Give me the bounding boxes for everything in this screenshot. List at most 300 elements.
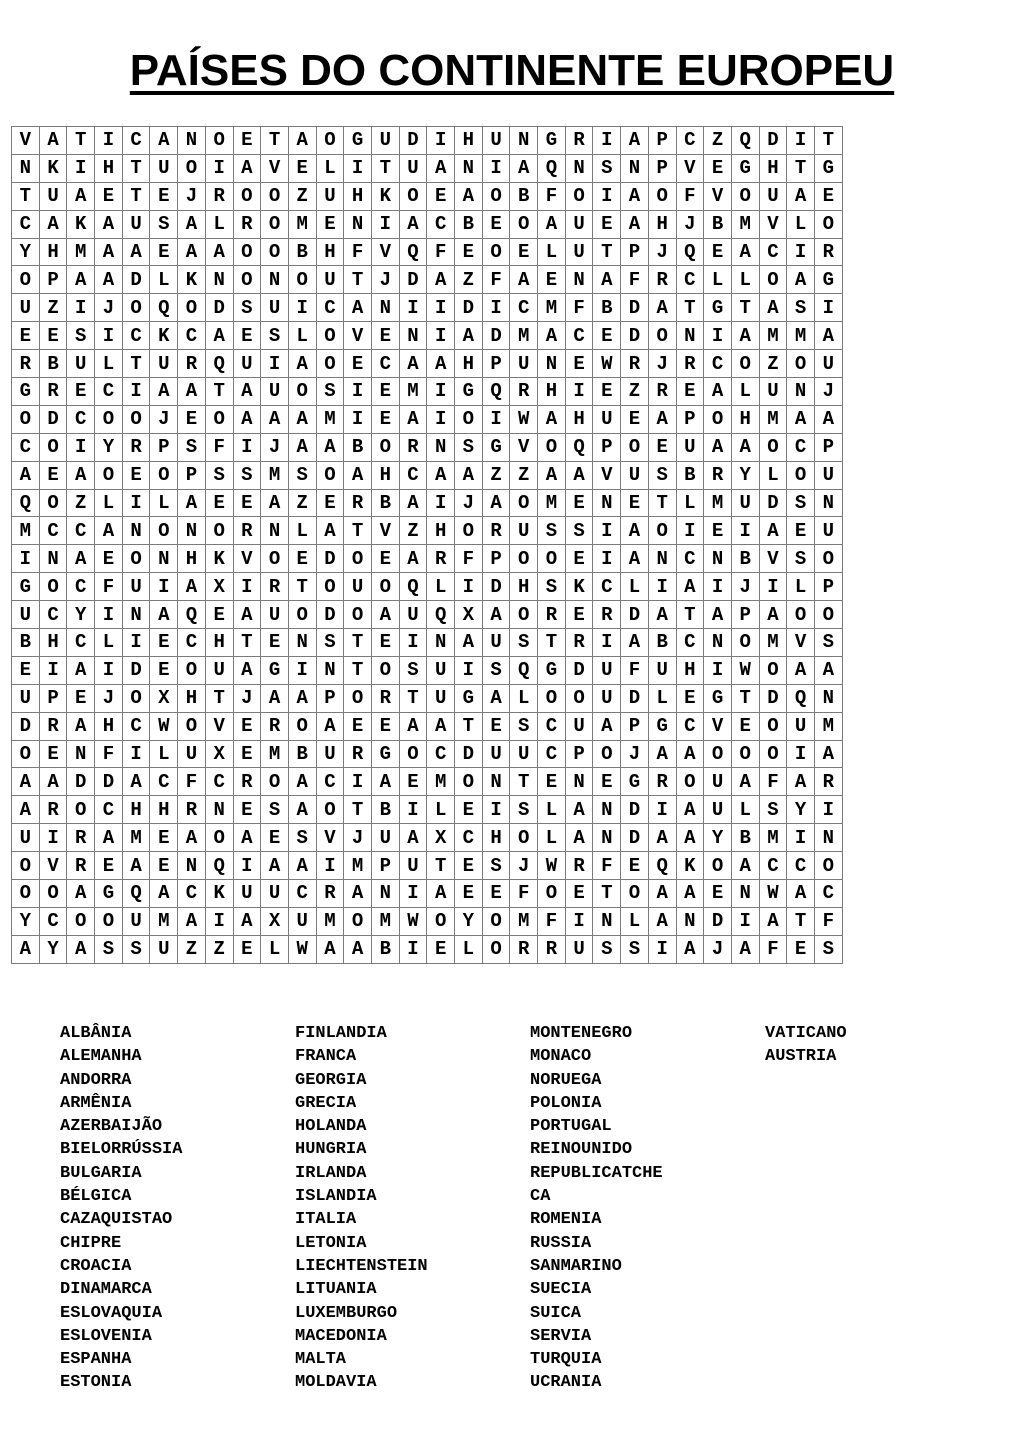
grid-cell[interactable]: R: [704, 461, 732, 489]
grid-cell[interactable]: T: [67, 127, 95, 155]
grid-cell[interactable]: O: [482, 935, 510, 963]
grid-cell[interactable]: T: [593, 238, 621, 266]
grid-cell[interactable]: S: [787, 545, 815, 573]
grid-cell[interactable]: S: [178, 433, 206, 461]
grid-cell[interactable]: T: [205, 684, 233, 712]
grid-cell[interactable]: T: [731, 294, 759, 322]
grid-cell[interactable]: D: [759, 489, 787, 517]
grid-cell[interactable]: E: [233, 712, 261, 740]
grid-cell[interactable]: N: [787, 378, 815, 406]
grid-cell[interactable]: A: [39, 127, 67, 155]
grid-cell[interactable]: O: [648, 322, 676, 350]
grid-cell[interactable]: I: [787, 127, 815, 155]
grid-cell[interactable]: S: [648, 461, 676, 489]
grid-cell[interactable]: H: [455, 127, 483, 155]
grid-cell[interactable]: O: [538, 433, 566, 461]
grid-cell[interactable]: A: [399, 545, 427, 573]
grid-cell[interactable]: Z: [482, 461, 510, 489]
grid-cell[interactable]: I: [759, 573, 787, 601]
grid-cell[interactable]: O: [178, 154, 206, 182]
grid-cell[interactable]: I: [399, 629, 427, 657]
grid-cell[interactable]: A: [399, 712, 427, 740]
grid-cell[interactable]: N: [178, 127, 206, 155]
grid-cell[interactable]: A: [288, 796, 316, 824]
grid-cell[interactable]: H: [482, 824, 510, 852]
grid-cell[interactable]: O: [731, 350, 759, 378]
grid-cell[interactable]: B: [731, 824, 759, 852]
grid-cell[interactable]: C: [95, 378, 123, 406]
grid-cell[interactable]: H: [731, 405, 759, 433]
grid-cell[interactable]: E: [565, 601, 593, 629]
grid-cell[interactable]: A: [787, 266, 815, 294]
grid-cell[interactable]: T: [676, 294, 704, 322]
grid-cell[interactable]: L: [759, 461, 787, 489]
grid-cell[interactable]: E: [704, 517, 732, 545]
grid-cell[interactable]: A: [205, 238, 233, 266]
grid-cell[interactable]: O: [593, 740, 621, 768]
grid-cell[interactable]: C: [288, 880, 316, 908]
grid-cell[interactable]: R: [39, 378, 67, 406]
grid-cell[interactable]: D: [39, 405, 67, 433]
grid-cell[interactable]: H: [538, 378, 566, 406]
grid-cell[interactable]: A: [67, 712, 95, 740]
grid-cell[interactable]: L: [261, 935, 289, 963]
grid-cell[interactable]: O: [122, 684, 150, 712]
grid-cell[interactable]: I: [593, 127, 621, 155]
grid-cell[interactable]: O: [316, 322, 344, 350]
grid-cell[interactable]: U: [787, 712, 815, 740]
grid-cell[interactable]: J: [814, 378, 842, 406]
grid-cell[interactable]: R: [178, 350, 206, 378]
grid-cell[interactable]: T: [731, 684, 759, 712]
grid-cell[interactable]: A: [648, 824, 676, 852]
grid-cell[interactable]: N: [344, 210, 372, 238]
grid-cell[interactable]: C: [565, 322, 593, 350]
grid-cell[interactable]: J: [510, 852, 538, 880]
grid-cell[interactable]: S: [233, 294, 261, 322]
grid-cell[interactable]: O: [731, 740, 759, 768]
grid-cell[interactable]: R: [648, 378, 676, 406]
grid-cell[interactable]: H: [205, 629, 233, 657]
grid-cell[interactable]: C: [67, 573, 95, 601]
grid-cell[interactable]: R: [565, 127, 593, 155]
grid-cell[interactable]: H: [95, 154, 123, 182]
grid-cell[interactable]: A: [261, 405, 289, 433]
grid-cell[interactable]: L: [150, 266, 178, 294]
grid-cell[interactable]: B: [344, 433, 372, 461]
grid-cell[interactable]: O: [178, 712, 206, 740]
grid-cell[interactable]: I: [814, 294, 842, 322]
grid-cell[interactable]: E: [704, 154, 732, 182]
grid-cell[interactable]: E: [399, 768, 427, 796]
grid-cell[interactable]: I: [399, 880, 427, 908]
grid-cell[interactable]: S: [316, 378, 344, 406]
grid-cell[interactable]: N: [593, 907, 621, 935]
grid-cell[interactable]: L: [95, 350, 123, 378]
grid-cell[interactable]: U: [814, 350, 842, 378]
grid-cell[interactable]: O: [538, 880, 566, 908]
grid-cell[interactable]: U: [731, 489, 759, 517]
grid-cell[interactable]: D: [621, 684, 649, 712]
grid-cell[interactable]: E: [150, 656, 178, 684]
grid-cell[interactable]: A: [621, 629, 649, 657]
grid-cell[interactable]: O: [344, 907, 372, 935]
grid-cell[interactable]: E: [593, 768, 621, 796]
grid-cell[interactable]: R: [427, 545, 455, 573]
grid-cell[interactable]: A: [288, 405, 316, 433]
grid-cell[interactable]: E: [455, 880, 483, 908]
grid-cell[interactable]: O: [316, 796, 344, 824]
grid-cell[interactable]: U: [621, 461, 649, 489]
grid-cell[interactable]: A: [538, 322, 566, 350]
grid-cell[interactable]: G: [455, 378, 483, 406]
grid-cell[interactable]: M: [399, 378, 427, 406]
grid-cell[interactable]: U: [427, 656, 455, 684]
grid-cell[interactable]: E: [814, 182, 842, 210]
grid-cell[interactable]: U: [261, 378, 289, 406]
grid-cell[interactable]: B: [288, 740, 316, 768]
grid-cell[interactable]: G: [648, 712, 676, 740]
grid-cell[interactable]: U: [399, 852, 427, 880]
grid-cell[interactable]: U: [233, 880, 261, 908]
grid-cell[interactable]: O: [12, 405, 40, 433]
grid-cell[interactable]: Q: [205, 350, 233, 378]
grid-cell[interactable]: A: [787, 656, 815, 684]
grid-cell[interactable]: O: [759, 740, 787, 768]
grid-cell[interactable]: A: [455, 182, 483, 210]
grid-cell[interactable]: Q: [399, 238, 427, 266]
grid-cell[interactable]: Y: [95, 433, 123, 461]
grid-cell[interactable]: S: [261, 796, 289, 824]
grid-cell[interactable]: Z: [759, 350, 787, 378]
grid-cell[interactable]: I: [95, 601, 123, 629]
grid-cell[interactable]: L: [704, 266, 732, 294]
grid-cell[interactable]: N: [427, 433, 455, 461]
grid-cell[interactable]: S: [482, 852, 510, 880]
grid-cell[interactable]: Q: [787, 684, 815, 712]
grid-cell[interactable]: E: [676, 684, 704, 712]
grid-cell[interactable]: I: [787, 238, 815, 266]
grid-cell[interactable]: A: [565, 824, 593, 852]
grid-cell[interactable]: D: [455, 740, 483, 768]
grid-cell[interactable]: I: [731, 517, 759, 545]
grid-cell[interactable]: M: [261, 740, 289, 768]
grid-cell[interactable]: O: [95, 461, 123, 489]
grid-cell[interactable]: L: [427, 573, 455, 601]
grid-cell[interactable]: Y: [787, 796, 815, 824]
grid-cell[interactable]: V: [371, 517, 399, 545]
grid-cell[interactable]: H: [427, 517, 455, 545]
grid-cell[interactable]: E: [455, 852, 483, 880]
grid-cell[interactable]: A: [122, 852, 150, 880]
grid-cell[interactable]: O: [344, 545, 372, 573]
grid-cell[interactable]: B: [510, 182, 538, 210]
grid-cell[interactable]: O: [344, 601, 372, 629]
grid-cell[interactable]: F: [538, 907, 566, 935]
grid-cell[interactable]: R: [565, 629, 593, 657]
grid-cell[interactable]: N: [814, 824, 842, 852]
grid-cell[interactable]: R: [344, 489, 372, 517]
grid-cell[interactable]: O: [565, 684, 593, 712]
grid-cell[interactable]: G: [731, 154, 759, 182]
grid-cell[interactable]: N: [621, 154, 649, 182]
grid-cell[interactable]: M: [759, 322, 787, 350]
grid-cell[interactable]: J: [150, 405, 178, 433]
grid-cell[interactable]: R: [205, 182, 233, 210]
grid-cell[interactable]: K: [205, 880, 233, 908]
grid-cell[interactable]: U: [150, 350, 178, 378]
grid-cell[interactable]: N: [67, 740, 95, 768]
grid-cell[interactable]: O: [205, 517, 233, 545]
grid-cell[interactable]: A: [288, 684, 316, 712]
grid-cell[interactable]: P: [482, 545, 510, 573]
grid-cell[interactable]: R: [814, 768, 842, 796]
grid-cell[interactable]: I: [95, 656, 123, 684]
grid-cell[interactable]: W: [399, 907, 427, 935]
grid-cell[interactable]: I: [455, 573, 483, 601]
grid-cell[interactable]: Q: [150, 294, 178, 322]
grid-cell[interactable]: O: [814, 545, 842, 573]
grid-cell[interactable]: O: [427, 907, 455, 935]
grid-cell[interactable]: M: [261, 461, 289, 489]
grid-cell[interactable]: C: [704, 350, 732, 378]
grid-cell[interactable]: C: [538, 740, 566, 768]
grid-cell[interactable]: B: [371, 489, 399, 517]
grid-cell[interactable]: S: [288, 824, 316, 852]
grid-cell[interactable]: A: [178, 573, 206, 601]
grid-cell[interactable]: O: [261, 545, 289, 573]
grid-cell[interactable]: E: [371, 712, 399, 740]
grid-cell[interactable]: R: [482, 517, 510, 545]
grid-cell[interactable]: I: [67, 154, 95, 182]
grid-cell[interactable]: N: [510, 127, 538, 155]
grid-cell[interactable]: H: [676, 656, 704, 684]
grid-cell[interactable]: I: [648, 796, 676, 824]
grid-cell[interactable]: N: [565, 768, 593, 796]
grid-cell[interactable]: A: [427, 154, 455, 182]
grid-cell[interactable]: H: [150, 796, 178, 824]
grid-cell[interactable]: P: [621, 712, 649, 740]
grid-cell[interactable]: I: [39, 824, 67, 852]
grid-cell[interactable]: S: [787, 294, 815, 322]
grid-cell[interactable]: T: [371, 154, 399, 182]
grid-cell[interactable]: M: [344, 852, 372, 880]
grid-cell[interactable]: O: [39, 489, 67, 517]
grid-cell[interactable]: S: [510, 796, 538, 824]
grid-cell[interactable]: L: [288, 322, 316, 350]
grid-cell[interactable]: M: [704, 489, 732, 517]
grid-cell[interactable]: M: [787, 322, 815, 350]
grid-cell[interactable]: A: [648, 405, 676, 433]
grid-cell[interactable]: C: [178, 322, 206, 350]
grid-cell[interactable]: O: [621, 880, 649, 908]
grid-cell[interactable]: O: [261, 238, 289, 266]
grid-cell[interactable]: E: [95, 182, 123, 210]
grid-cell[interactable]: I: [288, 294, 316, 322]
grid-cell[interactable]: I: [593, 517, 621, 545]
grid-cell[interactable]: L: [288, 517, 316, 545]
grid-cell[interactable]: A: [427, 880, 455, 908]
grid-cell[interactable]: V: [704, 712, 732, 740]
grid-cell[interactable]: Z: [39, 294, 67, 322]
grid-cell[interactable]: E: [344, 712, 372, 740]
grid-cell[interactable]: B: [704, 210, 732, 238]
grid-cell[interactable]: E: [150, 182, 178, 210]
grid-cell[interactable]: O: [371, 573, 399, 601]
grid-cell[interactable]: E: [233, 489, 261, 517]
grid-cell[interactable]: E: [371, 405, 399, 433]
grid-cell[interactable]: N: [371, 294, 399, 322]
grid-cell[interactable]: E: [510, 238, 538, 266]
grid-cell[interactable]: N: [704, 545, 732, 573]
grid-cell[interactable]: P: [731, 601, 759, 629]
grid-cell[interactable]: P: [150, 433, 178, 461]
grid-cell[interactable]: C: [316, 768, 344, 796]
grid-cell[interactable]: H: [344, 182, 372, 210]
grid-cell[interactable]: Y: [12, 907, 40, 935]
grid-cell[interactable]: A: [399, 489, 427, 517]
grid-cell[interactable]: T: [205, 378, 233, 406]
grid-cell[interactable]: O: [787, 601, 815, 629]
grid-cell[interactable]: A: [538, 461, 566, 489]
grid-cell[interactable]: L: [787, 573, 815, 601]
grid-cell[interactable]: D: [621, 796, 649, 824]
grid-cell[interactable]: L: [731, 266, 759, 294]
grid-cell[interactable]: L: [510, 684, 538, 712]
grid-cell[interactable]: A: [676, 935, 704, 963]
grid-cell[interactable]: N: [205, 796, 233, 824]
grid-cell[interactable]: A: [427, 712, 455, 740]
grid-cell[interactable]: U: [593, 684, 621, 712]
grid-cell[interactable]: N: [122, 601, 150, 629]
grid-cell[interactable]: U: [12, 601, 40, 629]
grid-cell[interactable]: Q: [676, 238, 704, 266]
grid-cell[interactable]: A: [510, 266, 538, 294]
grid-cell[interactable]: U: [205, 656, 233, 684]
grid-cell[interactable]: S: [67, 322, 95, 350]
grid-cell[interactable]: N: [731, 880, 759, 908]
grid-cell[interactable]: G: [261, 656, 289, 684]
grid-cell[interactable]: U: [288, 907, 316, 935]
grid-cell[interactable]: A: [95, 238, 123, 266]
grid-cell[interactable]: R: [510, 935, 538, 963]
grid-cell[interactable]: A: [731, 433, 759, 461]
grid-cell[interactable]: E: [621, 852, 649, 880]
grid-cell[interactable]: P: [648, 127, 676, 155]
grid-cell[interactable]: E: [261, 824, 289, 852]
grid-cell[interactable]: A: [427, 461, 455, 489]
grid-cell[interactable]: T: [510, 768, 538, 796]
grid-cell[interactable]: E: [150, 852, 178, 880]
grid-cell[interactable]: C: [676, 629, 704, 657]
grid-cell[interactable]: N: [178, 517, 206, 545]
grid-cell[interactable]: E: [565, 880, 593, 908]
grid-cell[interactable]: F: [621, 266, 649, 294]
grid-cell[interactable]: L: [538, 824, 566, 852]
grid-cell[interactable]: U: [704, 768, 732, 796]
grid-cell[interactable]: I: [39, 656, 67, 684]
grid-cell[interactable]: S: [510, 629, 538, 657]
grid-cell[interactable]: A: [455, 322, 483, 350]
grid-cell[interactable]: O: [482, 907, 510, 935]
grid-cell[interactable]: M: [538, 294, 566, 322]
grid-cell[interactable]: W: [510, 405, 538, 433]
grid-cell[interactable]: H: [565, 405, 593, 433]
grid-cell[interactable]: E: [565, 545, 593, 573]
grid-cell[interactable]: A: [67, 935, 95, 963]
grid-cell[interactable]: U: [510, 517, 538, 545]
grid-cell[interactable]: B: [288, 238, 316, 266]
grid-cell[interactable]: A: [676, 824, 704, 852]
grid-cell[interactable]: E: [122, 461, 150, 489]
grid-cell[interactable]: A: [95, 824, 123, 852]
grid-cell[interactable]: A: [399, 350, 427, 378]
grid-cell[interactable]: C: [205, 768, 233, 796]
grid-cell[interactable]: E: [455, 796, 483, 824]
grid-cell[interactable]: O: [399, 182, 427, 210]
grid-cell[interactable]: O: [261, 210, 289, 238]
grid-cell[interactable]: S: [316, 629, 344, 657]
grid-cell[interactable]: C: [122, 712, 150, 740]
grid-cell[interactable]: D: [316, 545, 344, 573]
grid-cell[interactable]: K: [67, 210, 95, 238]
grid-cell[interactable]: I: [67, 433, 95, 461]
grid-cell[interactable]: E: [150, 629, 178, 657]
grid-cell[interactable]: C: [67, 629, 95, 657]
grid-cell[interactable]: R: [399, 433, 427, 461]
grid-cell[interactable]: F: [538, 182, 566, 210]
grid-cell[interactable]: R: [178, 796, 206, 824]
grid-cell[interactable]: A: [12, 796, 40, 824]
grid-cell[interactable]: E: [178, 405, 206, 433]
grid-cell[interactable]: L: [538, 796, 566, 824]
grid-cell[interactable]: A: [233, 907, 261, 935]
grid-cell[interactable]: U: [510, 350, 538, 378]
grid-cell[interactable]: W: [150, 712, 178, 740]
grid-cell[interactable]: A: [67, 880, 95, 908]
grid-cell[interactable]: E: [288, 154, 316, 182]
grid-cell[interactable]: M: [759, 405, 787, 433]
grid-cell[interactable]: Z: [288, 489, 316, 517]
grid-cell[interactable]: C: [427, 210, 455, 238]
grid-cell[interactable]: Z: [399, 517, 427, 545]
grid-cell[interactable]: H: [648, 210, 676, 238]
grid-cell[interactable]: A: [399, 210, 427, 238]
grid-cell[interactable]: M: [731, 210, 759, 238]
grid-cell[interactable]: S: [233, 461, 261, 489]
grid-cell[interactable]: E: [371, 629, 399, 657]
grid-cell[interactable]: O: [95, 907, 123, 935]
grid-cell[interactable]: N: [704, 629, 732, 657]
grid-cell[interactable]: A: [814, 322, 842, 350]
grid-cell[interactable]: T: [344, 656, 372, 684]
grid-cell[interactable]: O: [288, 601, 316, 629]
grid-cell[interactable]: G: [344, 127, 372, 155]
grid-cell[interactable]: D: [482, 573, 510, 601]
grid-cell[interactable]: N: [538, 350, 566, 378]
grid-cell[interactable]: O: [12, 740, 40, 768]
grid-cell[interactable]: S: [759, 796, 787, 824]
grid-cell[interactable]: E: [565, 350, 593, 378]
grid-cell[interactable]: E: [676, 378, 704, 406]
grid-cell[interactable]: F: [344, 238, 372, 266]
grid-cell[interactable]: A: [399, 824, 427, 852]
grid-cell[interactable]: I: [648, 935, 676, 963]
grid-cell[interactable]: U: [510, 740, 538, 768]
grid-cell[interactable]: A: [178, 907, 206, 935]
grid-cell[interactable]: A: [233, 656, 261, 684]
grid-cell[interactable]: F: [676, 182, 704, 210]
